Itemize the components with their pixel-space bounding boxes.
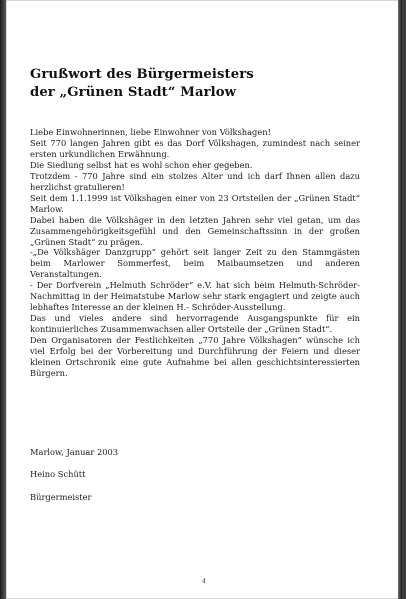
page-heading — [30, 66, 370, 102]
paragraph: Seit dem 1.1.1999 ist Völkshagen einer von 23 Ortsteilen der „Grünen Stadt“ Marlow. — [30, 192, 360, 214]
page-number: 4 — [202, 578, 206, 585]
signer-title: Bürgermeister — [30, 492, 92, 502]
page-edge-right — [398, 0, 402, 599]
letter-body — [30, 127, 360, 379]
paragraph: Die Siedlung selbst hat es wohl schon eher gegeben. — [30, 159, 253, 170]
paragraph: Den Organisatoren der Festlichkeiten „770 Jahre Völkshagen“ wünsche ich viel Erfolg bei der Vorbereitung und Durchführung der Feiern und dieser kleinen Ortschronik eine gute Aufnahme bei allen geschichtsinteressierten Bürgern. — [30, 335, 360, 378]
paragraph: - Der Dorfverein „Helmuth Schröder“ e.V. hat sich beim Helmuth-Schröder-Nachmittag in der Heimatstube Marlow sehr stark engagiert und zeigte auch lebhaftes Interesse an der kleinen H.- Schröder-Ausstellung. — [30, 280, 360, 313]
paragraph: Trotzdem - 770 Jahre sind ein stolzes Alter und ich darf Ihnen allen dazu herzlichst gratulieren! — [30, 170, 360, 192]
paragraph: Seit 770 langen Jahren gibt es das Dorf Völkshagen, zumindest nach seiner ersten urkundlichen Erwähnung. — [30, 137, 360, 159]
heading-line-1: Grußwort des Bürgermeisters — [30, 67, 254, 82]
paragraph: Dabei haben die Völkshäger in den letzten Jahren sehr viel getan, um das Zusammengehörigkeitsgefühl und den Gemeinschaftssinn in der großen „Grünen Stadt“ zu prägen. — [30, 214, 360, 247]
heading-line-2: der „Grünen Stadt“ Marlow — [30, 85, 237, 100]
paragraph: Das und vieles andere sind hervorragende Ausgangspunkte für ein kontinuierliches Zusammenwachsen aller Ortsteile der „Grünen Stadt“. — [30, 313, 360, 335]
document-page — [6, 0, 402, 599]
paragraph-greeting: Liebe Einwohnerinnen, liebe Einwohner von Völkshagen! — [30, 127, 271, 137]
signer-name: Heino Schütt — [30, 469, 86, 479]
paragraph: -„De Völkshäger Danzgrupp“ gehört seit langer Zeit zu den Stammgästen beim Marlower Sommerfest, beim Maibaumsetzen und anderen Veranstaltungen. — [30, 247, 360, 280]
place-date: Marlow, Januar 2003 — [30, 447, 119, 457]
